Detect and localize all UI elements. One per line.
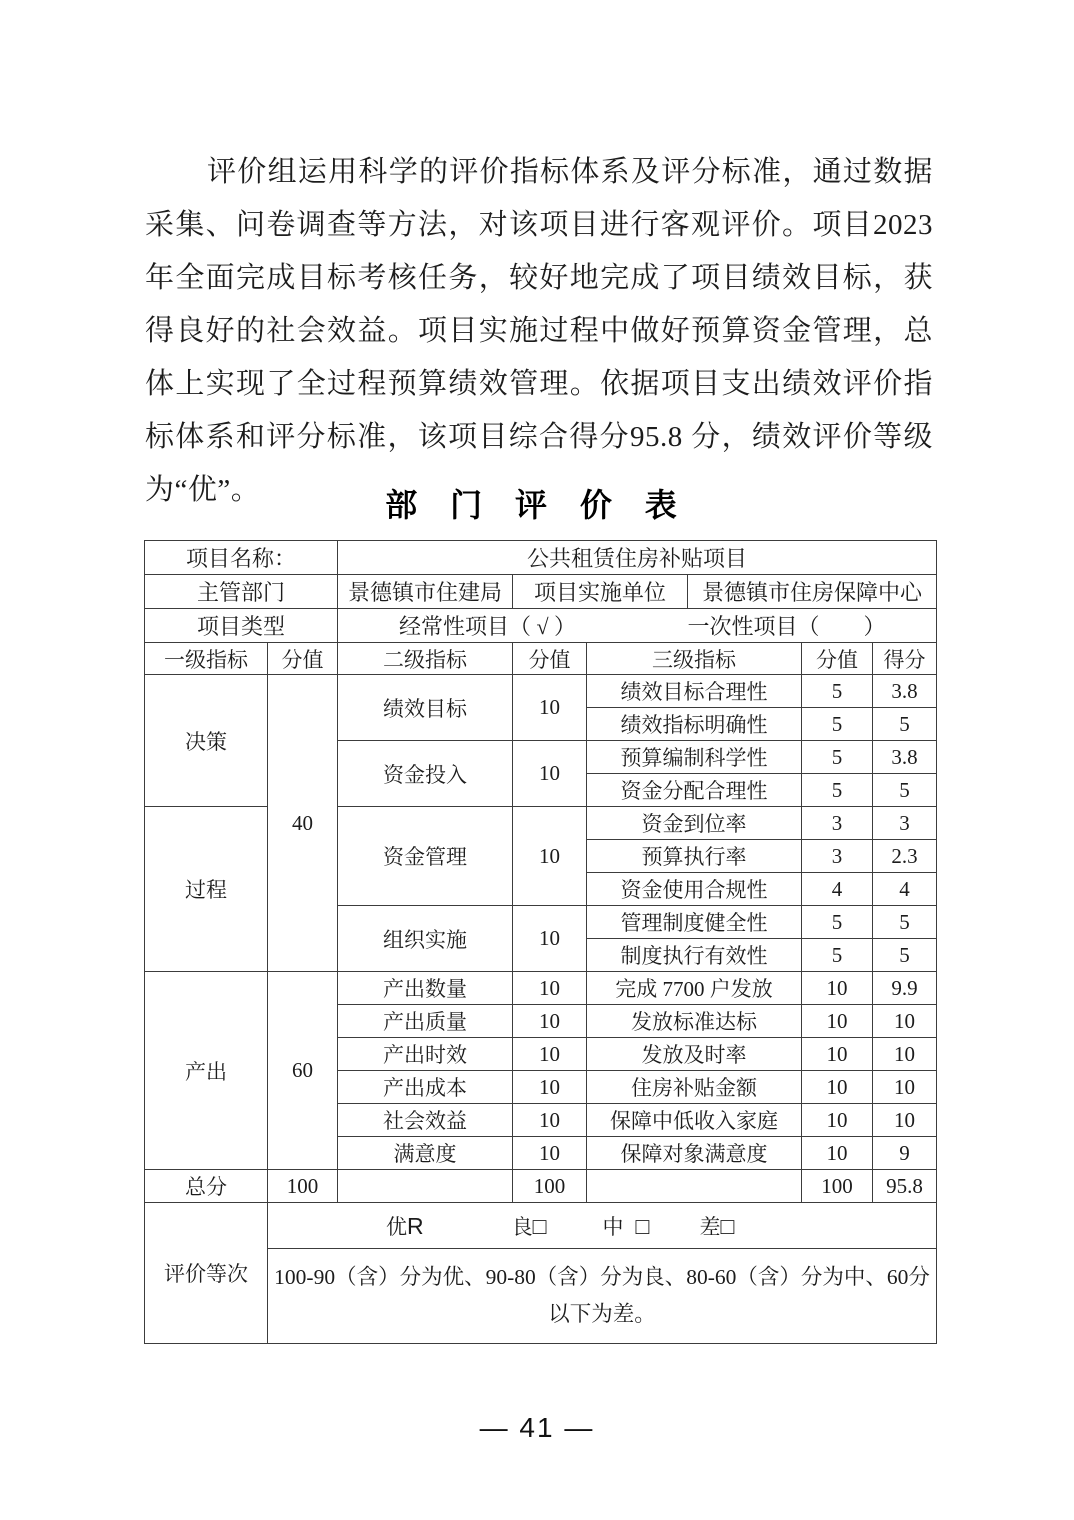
level3-got: 5 bbox=[873, 774, 937, 807]
level3-got: 10 bbox=[873, 1071, 937, 1104]
level1-output: 产出 bbox=[145, 972, 268, 1170]
level3-score: 10 bbox=[802, 1005, 873, 1038]
level3-label: 保障中低收入家庭 bbox=[587, 1104, 802, 1137]
grade-options-cell bbox=[268, 1203, 937, 1249]
empty-box-icon: □ bbox=[635, 1212, 650, 1239]
level3-score: 5 bbox=[802, 774, 873, 807]
row-total bbox=[145, 1170, 937, 1203]
impl-unit-label: 项目实施单位 bbox=[513, 575, 688, 609]
summary-paragraph: 评价组运用科学的评价指标体系及评分标准，通过数据采集、问卷调查等方法，对该项目进行客观评价。项目2023 年全面完成目标考核任务，较好地完成了项目绩效目标，获得良好的社会效益。项目实施过程中做好预算资金管理，总体上实现了全过程预算绩效管理。依据项目支出绩效评价指标体系和评分标准，该项目综合得分95.8 分，绩效评价等级为“优”。 bbox=[145, 156, 933, 506]
level2-label: 产出成本 bbox=[338, 1071, 513, 1104]
level3-label: 制度执行有效性 bbox=[587, 939, 802, 972]
project-name-label: 项目名称： bbox=[145, 541, 338, 575]
department-evaluation-table bbox=[144, 540, 937, 1344]
level3-got: 3.8 bbox=[873, 675, 937, 708]
level3-score: 5 bbox=[802, 675, 873, 708]
level2-label: 资金投入 bbox=[338, 741, 513, 807]
level3-score: 5 bbox=[802, 939, 873, 972]
dept-value: 景德镇市住建局 bbox=[338, 575, 513, 609]
level2-score: 10 bbox=[513, 906, 587, 972]
level2-score: 10 bbox=[513, 741, 587, 807]
level3-got: 2.3 bbox=[873, 840, 937, 873]
level3-got: 10 bbox=[873, 1005, 937, 1038]
dept-label: 主管部门 bbox=[145, 575, 338, 609]
level2-label: 产出质量 bbox=[338, 1005, 513, 1038]
weight-60: 60 bbox=[268, 972, 338, 1170]
header-level1: 一级指标 bbox=[145, 643, 268, 675]
level2-score: 10 bbox=[513, 807, 587, 906]
level3-label: 发放标准达标 bbox=[587, 1005, 802, 1038]
level2-score: 10 bbox=[513, 1005, 587, 1038]
level1-decision: 决策 bbox=[145, 675, 268, 807]
level2-label: 绩效目标 bbox=[338, 675, 513, 741]
level3-label: 管理制度健全性 bbox=[587, 906, 802, 939]
level3-score: 10 bbox=[802, 1071, 873, 1104]
level3-label: 资金分配合理性 bbox=[587, 774, 802, 807]
total-label: 总分 bbox=[145, 1170, 268, 1203]
level3-score: 4 bbox=[802, 873, 873, 906]
level2-label: 社会效益 bbox=[338, 1104, 513, 1137]
level2-label: 组织实施 bbox=[338, 906, 513, 972]
level3-got: 3 bbox=[873, 807, 937, 840]
grade-note: 100-90（含）分为优、90-80（含）分为良、80-60（含）分为中、60分以下为差。 bbox=[268, 1249, 937, 1344]
row-project-name bbox=[145, 541, 937, 575]
total-blank bbox=[338, 1170, 513, 1203]
total-weight: 100 bbox=[268, 1170, 338, 1203]
header-weight2: 分值 bbox=[513, 643, 587, 675]
level3-label: 发放及时率 bbox=[587, 1038, 802, 1071]
level2-score: 10 bbox=[513, 1137, 587, 1170]
level2-score: 10 bbox=[513, 1038, 587, 1071]
level3-score: 3 bbox=[802, 840, 873, 873]
grade-label: 评价等次 bbox=[145, 1203, 268, 1344]
level3-label: 保障对象满意度 bbox=[587, 1137, 802, 1170]
total-score3: 100 bbox=[802, 1170, 873, 1203]
level3-score: 10 bbox=[802, 1104, 873, 1137]
header-level2: 二级指标 bbox=[338, 643, 513, 675]
row-project-type bbox=[145, 609, 937, 643]
weight-40: 40 bbox=[268, 675, 338, 972]
type-regular-checkbox: 经常性项目（ √ ） bbox=[398, 614, 577, 639]
header-weight1: 分值 bbox=[268, 643, 338, 675]
level1-process: 过程 bbox=[145, 807, 268, 972]
level3-label: 住房补贴金额 bbox=[587, 1071, 802, 1104]
level3-score: 5 bbox=[802, 741, 873, 774]
checked-box-icon: R bbox=[407, 1212, 424, 1239]
page-number: — 41 — bbox=[479, 1412, 595, 1443]
level2-label: 产出时效 bbox=[338, 1038, 513, 1071]
level2-label: 满意度 bbox=[338, 1137, 513, 1170]
grade-option-good: 良□ bbox=[511, 1212, 547, 1239]
level2-score: 10 bbox=[513, 675, 587, 741]
level3-score: 10 bbox=[802, 1137, 873, 1170]
grade-option-excellent: 优R bbox=[386, 1212, 424, 1239]
level3-got: 5 bbox=[873, 939, 937, 972]
project-name-value: 公共租赁住房补贴项目 bbox=[338, 541, 937, 575]
table-row bbox=[145, 972, 937, 1005]
level3-label: 资金使用合规性 bbox=[587, 873, 802, 906]
table-row bbox=[145, 675, 937, 708]
level2-score: 10 bbox=[513, 1104, 587, 1137]
level3-got: 5 bbox=[873, 906, 937, 939]
total-blank bbox=[587, 1170, 802, 1203]
impl-unit-value: 景德镇市住房保障中心 bbox=[688, 575, 937, 609]
level2-label: 资金管理 bbox=[338, 807, 513, 906]
level3-label: 完成 7700 户发放 bbox=[587, 972, 802, 1005]
level3-got: 10 bbox=[873, 1038, 937, 1071]
project-type-label: 项目类型 bbox=[145, 609, 338, 643]
level3-score: 3 bbox=[802, 807, 873, 840]
row-departments bbox=[145, 575, 937, 609]
header-score: 得分 bbox=[873, 643, 937, 675]
row-header bbox=[145, 643, 937, 675]
header-level3: 三级指标 bbox=[587, 643, 802, 675]
type-onetime-checkbox: 一次性项目（ ） bbox=[687, 614, 886, 639]
level3-got: 4 bbox=[873, 873, 937, 906]
grade-option-poor: 差□ bbox=[699, 1212, 735, 1239]
level2-score: 10 bbox=[513, 1071, 587, 1104]
level3-label: 绩效指标明确性 bbox=[587, 708, 802, 741]
total-got: 95.8 bbox=[873, 1170, 937, 1203]
level3-got: 3.8 bbox=[873, 741, 937, 774]
row-grade-options bbox=[145, 1203, 937, 1249]
level3-label: 预算执行率 bbox=[587, 840, 802, 873]
project-type-options bbox=[338, 609, 937, 643]
header-weight3: 分值 bbox=[802, 643, 873, 675]
grade-option-medium: 中 □ bbox=[602, 1212, 650, 1239]
table-title: 部 门 评 价 表 bbox=[385, 487, 689, 523]
level3-label: 资金到位率 bbox=[587, 807, 802, 840]
table-row bbox=[145, 807, 937, 840]
level3-label: 绩效目标合理性 bbox=[587, 675, 802, 708]
level2-label: 产出数量 bbox=[338, 972, 513, 1005]
level3-got: 10 bbox=[873, 1104, 937, 1137]
level3-got: 5 bbox=[873, 708, 937, 741]
level2-score: 10 bbox=[513, 972, 587, 1005]
total-score2: 100 bbox=[513, 1170, 587, 1203]
empty-box-icon: □ bbox=[720, 1212, 735, 1239]
level3-got: 9 bbox=[873, 1137, 937, 1170]
empty-box-icon: □ bbox=[532, 1212, 547, 1239]
level3-score: 5 bbox=[802, 708, 873, 741]
level3-label: 预算编制科学性 bbox=[587, 741, 802, 774]
level3-got: 9.9 bbox=[873, 972, 937, 1005]
level3-score: 10 bbox=[802, 972, 873, 1005]
level3-score: 5 bbox=[802, 906, 873, 939]
level3-score: 10 bbox=[802, 1038, 873, 1071]
